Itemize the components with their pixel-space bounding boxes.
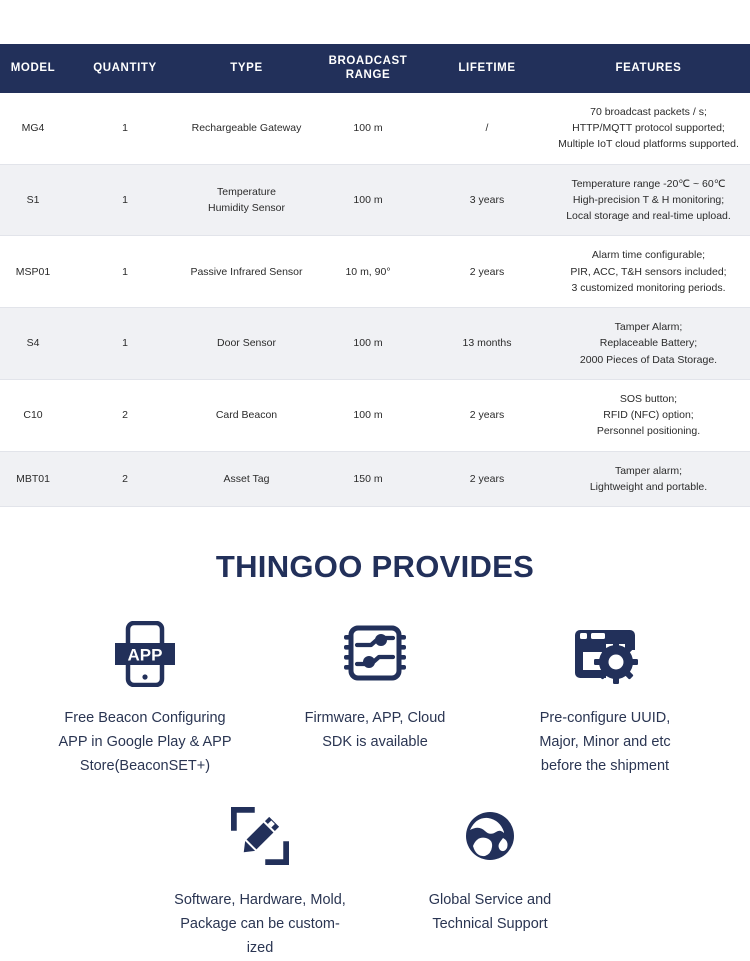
cell-type: Door Sensor bbox=[184, 308, 309, 380]
cell-type: Rechargeable Gateway bbox=[184, 93, 309, 164]
cell-type-line: Temperature bbox=[217, 185, 276, 198]
column-header-lifetime: LIFETIME bbox=[427, 44, 547, 93]
feature-caption-line: Global Service and bbox=[428, 892, 552, 909]
feature-caption-line: APP in Google Play & APP bbox=[58, 734, 232, 751]
column-header-features: FEATURES bbox=[547, 44, 750, 93]
cell-broadcast-range: 10 m, 90° bbox=[309, 236, 427, 308]
cell-features-line: Local storage and real-time upload. bbox=[566, 210, 731, 223]
cell-features-line: Alarm time configurable; bbox=[591, 249, 706, 262]
table-row bbox=[0, 93, 750, 164]
cell-quantity: 2 bbox=[66, 379, 184, 451]
cell-broadcast-range: 100 m bbox=[309, 93, 427, 164]
cell-lifetime: / bbox=[427, 93, 547, 164]
cell-quantity: 1 bbox=[66, 164, 184, 236]
feature-caption bbox=[429, 889, 552, 937]
cell-lifetime: 2 years bbox=[427, 451, 547, 507]
feature-row-top bbox=[0, 619, 750, 779]
svg-text:APP: APP bbox=[127, 645, 163, 665]
feature-item bbox=[30, 619, 260, 779]
cell-quantity: 1 bbox=[66, 93, 184, 164]
column-header-broadcast-range bbox=[309, 44, 427, 93]
cell-features-line: SOS button; bbox=[619, 392, 678, 405]
cell-lifetime: 3 years bbox=[427, 164, 547, 236]
thingoo-provides-section bbox=[0, 507, 750, 961]
feature-caption-line: Store(BeaconSET+) bbox=[79, 758, 211, 775]
cell-model: S1 bbox=[0, 164, 66, 236]
feature-caption bbox=[539, 707, 670, 779]
cell-features-line: Replaceable Battery; bbox=[599, 337, 698, 350]
cell-broadcast-range: 100 m bbox=[309, 379, 427, 451]
feature-caption-line: Pre-configure UUID, bbox=[539, 710, 671, 727]
feature-caption bbox=[174, 889, 346, 961]
cell-features-line: HTTP/MQTT protocol supported; bbox=[572, 122, 725, 135]
cell-type: Passive Infrared Sensor bbox=[184, 236, 309, 308]
table-header-row bbox=[0, 44, 750, 93]
cell-broadcast-range: 150 m bbox=[309, 451, 427, 507]
feature-item bbox=[145, 801, 375, 961]
feature-caption bbox=[58, 707, 231, 779]
feature-caption-line: ized bbox=[246, 939, 274, 956]
feature-caption-line: Free Beacon Configuring bbox=[64, 710, 226, 727]
cell-quantity: 1 bbox=[66, 308, 184, 380]
cell-model: C10 bbox=[0, 379, 66, 451]
feature-caption-line: Firmware, APP, Cloud bbox=[304, 710, 446, 727]
cell-features-line: PIR, ACC, T&H sensors included; bbox=[570, 265, 727, 278]
column-header-type: TYPE bbox=[184, 44, 309, 93]
cell-model: MBT01 bbox=[0, 451, 66, 507]
feature-caption-line: Major, Minor and etc bbox=[539, 734, 671, 751]
column-header-quantity: QUANTITY bbox=[66, 44, 184, 93]
table-row bbox=[0, 308, 750, 380]
window-gear-icon bbox=[572, 619, 638, 689]
pencil-crop-icon bbox=[231, 801, 289, 871]
table-header bbox=[0, 44, 750, 93]
cell-features bbox=[547, 451, 750, 507]
cell-features-line: RFID (NFC) option; bbox=[603, 409, 694, 422]
cell-features bbox=[547, 93, 750, 164]
cell-quantity: 2 bbox=[66, 451, 184, 507]
cell-features-line: Multiple IoT cloud platforms supported. bbox=[558, 138, 739, 151]
cell-lifetime: 2 years bbox=[427, 379, 547, 451]
cell-features bbox=[547, 379, 750, 451]
provides-title: THINGOO PROVIDES bbox=[215, 549, 535, 585]
feature-item bbox=[490, 619, 720, 779]
cell-features-line: High-precision T & H monitoring; bbox=[572, 193, 725, 206]
table-row bbox=[0, 164, 750, 236]
feature-caption-line: SDK is available bbox=[322, 734, 428, 751]
broadcast-line-1: BROADCAST bbox=[328, 55, 408, 67]
feature-item bbox=[375, 801, 605, 937]
feature-caption bbox=[305, 707, 446, 755]
cell-features-line: Tamper alarm; bbox=[614, 464, 683, 477]
cell-features bbox=[547, 236, 750, 308]
table-row bbox=[0, 379, 750, 451]
cell-type: Card Beacon bbox=[184, 379, 309, 451]
feature-item bbox=[260, 619, 490, 755]
cell-features-line: Personnel positioning. bbox=[596, 425, 701, 438]
cell-lifetime: 2 years bbox=[427, 236, 547, 308]
cell-features-line: 2000 Pieces of Data Storage. bbox=[579, 353, 718, 366]
cell-model: MSP01 bbox=[0, 236, 66, 308]
microchip-icon bbox=[343, 619, 407, 689]
cell-type: Asset Tag bbox=[184, 451, 309, 507]
column-header-model: MODEL bbox=[0, 44, 66, 93]
cell-features-line: Tamper Alarm; bbox=[614, 321, 683, 334]
table-body bbox=[0, 93, 750, 507]
cell-type bbox=[184, 164, 309, 236]
table-row bbox=[0, 451, 750, 507]
cell-type-line: Humidity Sensor bbox=[207, 201, 286, 214]
cell-quantity: 1 bbox=[66, 236, 184, 308]
cell-lifetime: 13 months bbox=[427, 308, 547, 380]
broadcast-line-2: RANGE bbox=[345, 69, 391, 82]
cell-features-line: 3 customized monitoring periods. bbox=[571, 281, 726, 294]
cell-features bbox=[547, 164, 750, 236]
feature-row-bottom bbox=[0, 801, 750, 961]
globe-icon bbox=[464, 801, 516, 871]
cell-model: S4 bbox=[0, 308, 66, 380]
feature-caption-line: before the shipment bbox=[540, 758, 670, 775]
cell-features-line: Lightweight and portable. bbox=[589, 481, 708, 493]
app-phone-icon bbox=[115, 619, 175, 689]
table-row bbox=[0, 236, 750, 308]
cell-features bbox=[547, 308, 750, 380]
product-spec-table bbox=[0, 44, 750, 507]
feature-caption-line: Package can be custom- bbox=[180, 915, 340, 932]
feature-caption-line: Software, Hardware, Mold, bbox=[174, 892, 346, 909]
cell-features-line: Temperature range -20℃ ~ 60℃ bbox=[571, 177, 726, 190]
cell-broadcast-range: 100 m bbox=[309, 164, 427, 236]
cell-model: MG4 bbox=[0, 93, 66, 164]
cell-broadcast-range: 100 m bbox=[309, 308, 427, 380]
cell-features-line: 70 broadcast packets / s; bbox=[590, 105, 707, 118]
feature-caption-line: Technical Support bbox=[432, 915, 548, 932]
